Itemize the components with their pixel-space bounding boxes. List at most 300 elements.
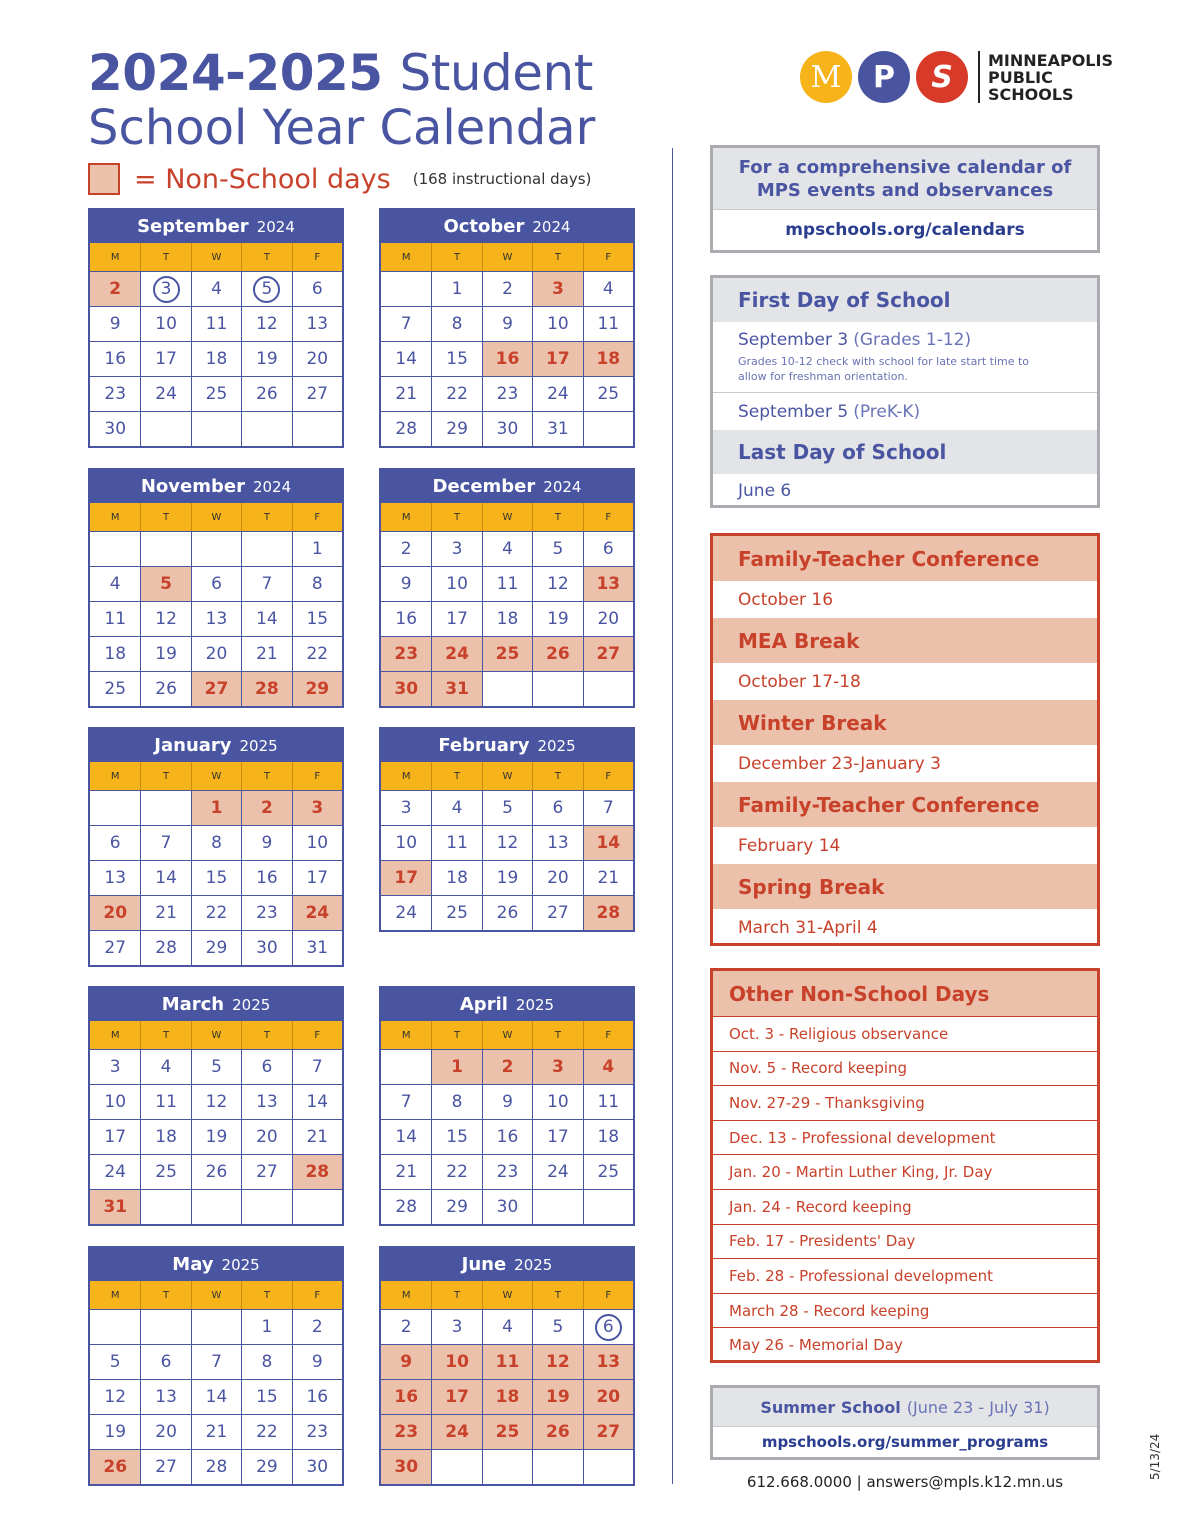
- day-cell: 15: [191, 860, 241, 895]
- month-year: 2025: [221, 1255, 260, 1274]
- day-cell: 27: [583, 1414, 633, 1449]
- empty-day-cell: [532, 671, 582, 706]
- break-heading: Family-Teacher Conference: [713, 782, 1097, 827]
- day-cell: 14: [381, 1119, 431, 1154]
- weekday-label: F: [583, 1281, 633, 1309]
- events-heading-line-1: For a comprehensive calendar of: [738, 156, 1072, 178]
- weekday-bar: [90, 1021, 342, 1049]
- day-cell: 13: [90, 860, 140, 895]
- day-cell: 16: [90, 341, 140, 376]
- summer-school-heading: [713, 1388, 1097, 1426]
- weekday-label: T: [140, 1281, 190, 1309]
- weekday-label: F: [292, 762, 342, 790]
- empty-day-cell: [381, 271, 431, 306]
- day-cell: 25: [431, 895, 481, 930]
- month-year: 2025: [239, 736, 278, 755]
- day-cell: 17: [292, 860, 342, 895]
- title-years: 2024-2025: [88, 44, 383, 102]
- weekday-label: W: [191, 243, 241, 271]
- weekday-label: F: [292, 243, 342, 271]
- day-cell: 11: [90, 601, 140, 636]
- break-date: October 17-18: [738, 671, 861, 692]
- events-heading: [713, 148, 1097, 209]
- mps-logo: [800, 50, 1113, 104]
- day-cell: 20: [292, 341, 342, 376]
- empty-day-cell: [140, 1189, 190, 1224]
- logo-wordmark: [988, 52, 1113, 103]
- month-header: [381, 1248, 633, 1281]
- list-item: May 26 - Memorial Day: [713, 1327, 1097, 1362]
- summer-school-label: Summer School: [760, 1397, 901, 1417]
- calendars-link[interactable]: mpschools.org/calendars: [713, 209, 1097, 250]
- day-cell: 30: [381, 1449, 431, 1484]
- day-cell: 30: [241, 930, 291, 965]
- empty-day-cell: [241, 1189, 291, 1224]
- day-cell: 10: [90, 1084, 140, 1119]
- day-cell: 28: [292, 1154, 342, 1189]
- day-cell: 3: [292, 790, 342, 825]
- day-grid: [90, 531, 342, 706]
- day-cell: 3: [431, 531, 481, 566]
- weekday-label: T: [431, 503, 481, 531]
- day-cell: 10: [431, 1344, 481, 1379]
- weekday-label: M: [110, 1029, 120, 1041]
- day-cell: 19: [191, 1119, 241, 1154]
- list-item: Dec. 13 - Professional development: [713, 1120, 1097, 1155]
- day-cell: 18: [482, 1379, 532, 1414]
- column-divider: [672, 148, 673, 1484]
- day-grid: [90, 1049, 342, 1224]
- day-cell: 10: [532, 306, 582, 341]
- day-cell: 27: [583, 636, 633, 671]
- day-cell: 13: [583, 1344, 633, 1379]
- list-item: Feb. 17 - Presidents' Day: [713, 1224, 1097, 1259]
- weekday-label: W: [191, 1281, 241, 1309]
- weekday-label: F: [292, 1281, 342, 1309]
- day-cell: 2: [381, 1309, 431, 1344]
- empty-day-cell: [583, 1189, 633, 1224]
- day-cell: 19: [90, 1414, 140, 1449]
- day-cell: 27: [90, 930, 140, 965]
- day-cell: 6: [583, 531, 633, 566]
- day-cell: 17: [431, 601, 481, 636]
- logo-s-circle: S: [916, 51, 968, 103]
- month-header: [90, 729, 342, 762]
- month-june: [379, 1246, 635, 1486]
- day-cell: 2: [292, 1309, 342, 1344]
- first-day-heading: First Day of School: [713, 278, 1097, 322]
- day-cell: 3: [532, 271, 582, 306]
- day-cell: 14: [583, 825, 633, 860]
- first-day-note: Grades 10-12 check with school for late start time to allow for freshman orientation.: [738, 355, 1030, 383]
- day-cell: 23: [241, 895, 291, 930]
- weekday-label: T: [241, 243, 291, 271]
- day-cell: 20: [583, 1379, 633, 1414]
- empty-day-cell: [583, 671, 633, 706]
- first-day-date: September 3: [738, 330, 849, 350]
- day-cell: 12: [90, 1379, 140, 1414]
- day-cell: 25: [191, 376, 241, 411]
- day-cell: 30: [90, 411, 140, 446]
- weekday-label: F: [583, 503, 633, 531]
- month-december: [379, 468, 635, 708]
- day-cell: 28: [583, 895, 633, 930]
- day-cell: 6: [532, 790, 582, 825]
- day-cell: 18: [191, 341, 241, 376]
- day-cell: 22: [241, 1414, 291, 1449]
- day-cell: 18: [583, 1119, 633, 1154]
- day-cell: 21: [583, 860, 633, 895]
- day-cell: 26: [140, 671, 190, 706]
- weekday-label: M: [401, 511, 411, 523]
- day-cell: 6: [90, 825, 140, 860]
- break-heading: Winter Break: [713, 700, 1097, 745]
- day-cell: 14: [381, 341, 431, 376]
- day-cell: 22: [191, 895, 241, 930]
- day-cell: 5: [90, 1344, 140, 1379]
- legend-label: = Non-School days: [134, 163, 391, 195]
- empty-day-cell: [532, 1449, 582, 1484]
- day-cell: 10: [431, 566, 481, 601]
- day-cell: [140, 271, 190, 306]
- day-cell: 12: [482, 825, 532, 860]
- weekday-label: W: [191, 1021, 241, 1049]
- day-cell: 11: [431, 825, 481, 860]
- day-cell: 18: [140, 1119, 190, 1154]
- day-cell: 20: [532, 860, 582, 895]
- weekday-bar: [90, 762, 342, 790]
- day-cell: 5: [532, 1309, 582, 1344]
- weekday-label: W: [482, 1281, 532, 1309]
- day-cell: 6: [140, 1344, 190, 1379]
- month-year: 2024: [543, 477, 582, 496]
- day-cell: 14: [191, 1379, 241, 1414]
- weekday-label: F: [583, 762, 633, 790]
- month-april: [379, 986, 635, 1226]
- weekday-label: T: [140, 503, 190, 531]
- title-student: Student: [399, 44, 593, 102]
- day-cell: 19: [241, 341, 291, 376]
- day-cell: 12: [532, 566, 582, 601]
- day-cell: 1: [241, 1309, 291, 1344]
- day-cell: 31: [431, 671, 481, 706]
- weekday-label: T: [532, 243, 582, 271]
- weekday-bar: [90, 503, 342, 531]
- day-cell: 5: [140, 566, 190, 601]
- weekday-label: T: [241, 762, 291, 790]
- empty-day-cell: [583, 1449, 633, 1484]
- day-cell: 24: [532, 1154, 582, 1189]
- day-cell: 19: [140, 636, 190, 671]
- day-cell: 30: [482, 411, 532, 446]
- day-cell: 20: [583, 601, 633, 636]
- month-name: May: [172, 1254, 214, 1275]
- month-year: 2025: [232, 995, 271, 1014]
- day-cell: 21: [191, 1414, 241, 1449]
- day-cell: 7: [583, 790, 633, 825]
- month-name: June: [461, 1254, 507, 1275]
- month-february: [379, 727, 635, 932]
- month-year: 2025: [514, 1255, 553, 1274]
- day-cell: 8: [292, 566, 342, 601]
- empty-day-cell: [90, 1309, 140, 1344]
- month-header: [90, 988, 342, 1021]
- day-cell: 31: [532, 411, 582, 446]
- weekday-label: T: [532, 503, 582, 531]
- empty-day-cell: [292, 411, 342, 446]
- day-cell: 6: [292, 271, 342, 306]
- legend-swatch: [88, 163, 120, 195]
- day-cell: 15: [431, 1119, 481, 1154]
- empty-day-cell: [140, 1309, 190, 1344]
- weekday-bar: [381, 1021, 633, 1049]
- day-cell: 8: [191, 825, 241, 860]
- day-cell: 8: [241, 1344, 291, 1379]
- summer-school-dates: (June 23 - July 31): [906, 1397, 1050, 1417]
- day-cell: 20: [140, 1414, 190, 1449]
- month-year: 2024: [256, 217, 295, 236]
- day-cell: 31: [90, 1189, 140, 1224]
- day-cell: 19: [532, 601, 582, 636]
- day-cell: 26: [191, 1154, 241, 1189]
- day-cell: 9: [381, 566, 431, 601]
- day-cell: 25: [90, 671, 140, 706]
- empty-day-cell: [90, 790, 140, 825]
- break-heading: Spring Break: [713, 864, 1097, 909]
- day-cell: 18: [90, 636, 140, 671]
- day-cell: 25: [583, 376, 633, 411]
- empty-day-cell: [140, 531, 190, 566]
- month-name: September: [137, 216, 249, 237]
- break-date: October 16: [738, 589, 834, 610]
- day-cell: 23: [292, 1414, 342, 1449]
- day-cell: 17: [431, 1379, 481, 1414]
- day-cell: 10: [292, 825, 342, 860]
- day-cell: 2: [90, 271, 140, 306]
- day-cell: 24: [292, 895, 342, 930]
- instructional-days-note: (168 instructional days): [412, 170, 592, 188]
- page-subtitle: School Year Calendar: [88, 100, 596, 156]
- break-date: February 14: [738, 835, 841, 856]
- day-cell: 11: [140, 1084, 190, 1119]
- weekday-label: W: [191, 762, 241, 790]
- day-cell: 3: [381, 790, 431, 825]
- month-october: [379, 208, 635, 448]
- prek-grades: (PreK-K): [853, 401, 921, 422]
- month-year: 2024: [532, 217, 571, 236]
- day-cell: 22: [292, 636, 342, 671]
- day-cell: 31: [292, 930, 342, 965]
- logo-m-circle: M: [800, 51, 852, 103]
- breaks-box: [710, 533, 1100, 946]
- empty-day-cell: [191, 1189, 241, 1224]
- weekday-label: T: [532, 1281, 582, 1309]
- month-header: [90, 470, 342, 503]
- day-grid: [381, 531, 633, 706]
- day-cell: 25: [583, 1154, 633, 1189]
- other-non-school-days-box: [710, 968, 1100, 1363]
- day-cell: 7: [241, 566, 291, 601]
- day-cell: 27: [532, 895, 582, 930]
- break-date: March 31-April 4: [738, 917, 878, 938]
- day-cell: 9: [482, 1084, 532, 1119]
- day-cell: 18: [583, 341, 633, 376]
- day-cell: 13: [241, 1084, 291, 1119]
- day-cell: 13: [583, 566, 633, 601]
- weekday-label: F: [292, 1021, 342, 1049]
- month-header: [381, 729, 633, 762]
- day-cell: 20: [241, 1119, 291, 1154]
- weekday-label: M: [401, 770, 411, 782]
- day-cell: 16: [482, 1119, 532, 1154]
- first-day-grades-1-12: [713, 322, 1097, 392]
- weekday-label: M: [110, 511, 120, 523]
- month-november: [88, 468, 344, 708]
- break-heading: MEA Break: [713, 618, 1097, 663]
- empty-day-cell: [140, 790, 190, 825]
- prek-first-day-date: September 5: [738, 401, 849, 422]
- weekday-label: T: [140, 762, 190, 790]
- day-cell: 25: [140, 1154, 190, 1189]
- day-cell: 4: [482, 531, 532, 566]
- day-cell: 14: [292, 1084, 342, 1119]
- day-cell: 27: [241, 1154, 291, 1189]
- empty-day-cell: [191, 1309, 241, 1344]
- day-cell: 1: [292, 531, 342, 566]
- weekday-label: T: [532, 762, 582, 790]
- month-header: [381, 988, 633, 1021]
- highlighted-day: 5: [253, 276, 280, 303]
- list-item: Nov. 5 - Record keeping: [713, 1051, 1097, 1086]
- weekday-label: T: [140, 243, 190, 271]
- weekday-label: F: [583, 1021, 633, 1049]
- weekday-bar: [90, 1281, 342, 1309]
- day-cell: [241, 271, 291, 306]
- month-header: [90, 1248, 342, 1281]
- day-cell: 15: [292, 601, 342, 636]
- month-name: February: [438, 735, 530, 756]
- day-cell: 18: [431, 860, 481, 895]
- month-header: [381, 210, 633, 243]
- day-cell: 7: [381, 1084, 431, 1119]
- first-day-prek-k: [713, 392, 1097, 430]
- day-cell: 26: [241, 376, 291, 411]
- month-january: [88, 727, 344, 967]
- day-cell: 12: [241, 306, 291, 341]
- list-item: Jan. 20 - Martin Luther King, Jr. Day: [713, 1154, 1097, 1189]
- day-cell: 24: [140, 376, 190, 411]
- day-cell: 4: [191, 271, 241, 306]
- day-cell: 29: [191, 930, 241, 965]
- month-year: 2024: [252, 477, 292, 496]
- list-item: Jan. 24 - Record keeping: [713, 1189, 1097, 1224]
- day-cell: 4: [431, 790, 481, 825]
- day-cell: 9: [292, 1344, 342, 1379]
- summer-school-box: [710, 1385, 1100, 1460]
- day-grid: [381, 271, 633, 446]
- empty-day-cell: [191, 531, 241, 566]
- month-year: 2025: [537, 736, 576, 755]
- day-cell: 17: [532, 1119, 582, 1154]
- day-grid: [90, 271, 342, 446]
- weekday-label: T: [241, 503, 291, 531]
- day-cell: 30: [381, 671, 431, 706]
- month-name: April: [459, 994, 508, 1015]
- day-cell: 15: [241, 1379, 291, 1414]
- day-cell: 11: [583, 306, 633, 341]
- day-cell: 21: [241, 636, 291, 671]
- summer-programs-link[interactable]: mpschools.org/summer_programs: [713, 1426, 1097, 1457]
- day-cell: 12: [140, 601, 190, 636]
- day-cell: 15: [431, 341, 481, 376]
- weekday-bar: [381, 1281, 633, 1309]
- day-cell: 28: [241, 671, 291, 706]
- day-cell: 29: [241, 1449, 291, 1484]
- weekday-bar: [90, 243, 342, 271]
- weekday-label: T: [241, 1281, 291, 1309]
- day-cell: 17: [90, 1119, 140, 1154]
- weekday-label: W: [482, 503, 532, 531]
- day-cell: 11: [583, 1084, 633, 1119]
- day-cell: 29: [292, 671, 342, 706]
- empty-day-cell: [381, 1049, 431, 1084]
- list-item: Oct. 3 - Religious observance: [713, 1016, 1097, 1051]
- day-cell: 4: [482, 1309, 532, 1344]
- day-cell: 28: [191, 1449, 241, 1484]
- day-cell: 10: [381, 825, 431, 860]
- month-may: [88, 1246, 344, 1486]
- logo-line-2: PUBLIC: [988, 67, 1053, 87]
- day-grid: [381, 1309, 633, 1484]
- day-cell: 19: [532, 1379, 582, 1414]
- day-cell: 7: [191, 1344, 241, 1379]
- highlighted-day: 3: [153, 276, 180, 303]
- day-cell: 4: [583, 1049, 633, 1084]
- day-grid: [381, 790, 633, 930]
- day-cell: 21: [381, 1154, 431, 1189]
- day-cell: 23: [381, 636, 431, 671]
- day-cell: 16: [381, 1379, 431, 1414]
- day-cell: 29: [431, 411, 481, 446]
- break-date: December 23-January 3: [738, 753, 941, 774]
- day-cell: 13: [140, 1379, 190, 1414]
- day-cell: 6: [191, 566, 241, 601]
- day-cell: 10: [140, 306, 190, 341]
- day-cell: 11: [482, 1344, 532, 1379]
- day-cell: 5: [532, 531, 582, 566]
- month-march: [88, 986, 344, 1226]
- day-grid: [381, 1049, 633, 1224]
- day-grid: [90, 1309, 342, 1484]
- weekday-label: W: [482, 762, 532, 790]
- day-cell: 16: [381, 601, 431, 636]
- day-cell: 8: [431, 1084, 481, 1119]
- day-cell: 20: [90, 895, 140, 930]
- weekday-label: T: [241, 1021, 291, 1049]
- last-day-heading: Last Day of School: [713, 430, 1097, 474]
- empty-day-cell: [90, 531, 140, 566]
- day-cell: 27: [191, 671, 241, 706]
- other-days-heading: Other Non-School Days: [713, 971, 1097, 1016]
- day-cell: 1: [191, 790, 241, 825]
- day-cell: 28: [381, 411, 431, 446]
- day-cell: 11: [482, 566, 532, 601]
- day-cell: 23: [90, 376, 140, 411]
- day-cell: 5: [191, 1049, 241, 1084]
- day-cell: 7: [292, 1049, 342, 1084]
- empty-day-cell: [241, 531, 291, 566]
- day-cell: 26: [90, 1449, 140, 1484]
